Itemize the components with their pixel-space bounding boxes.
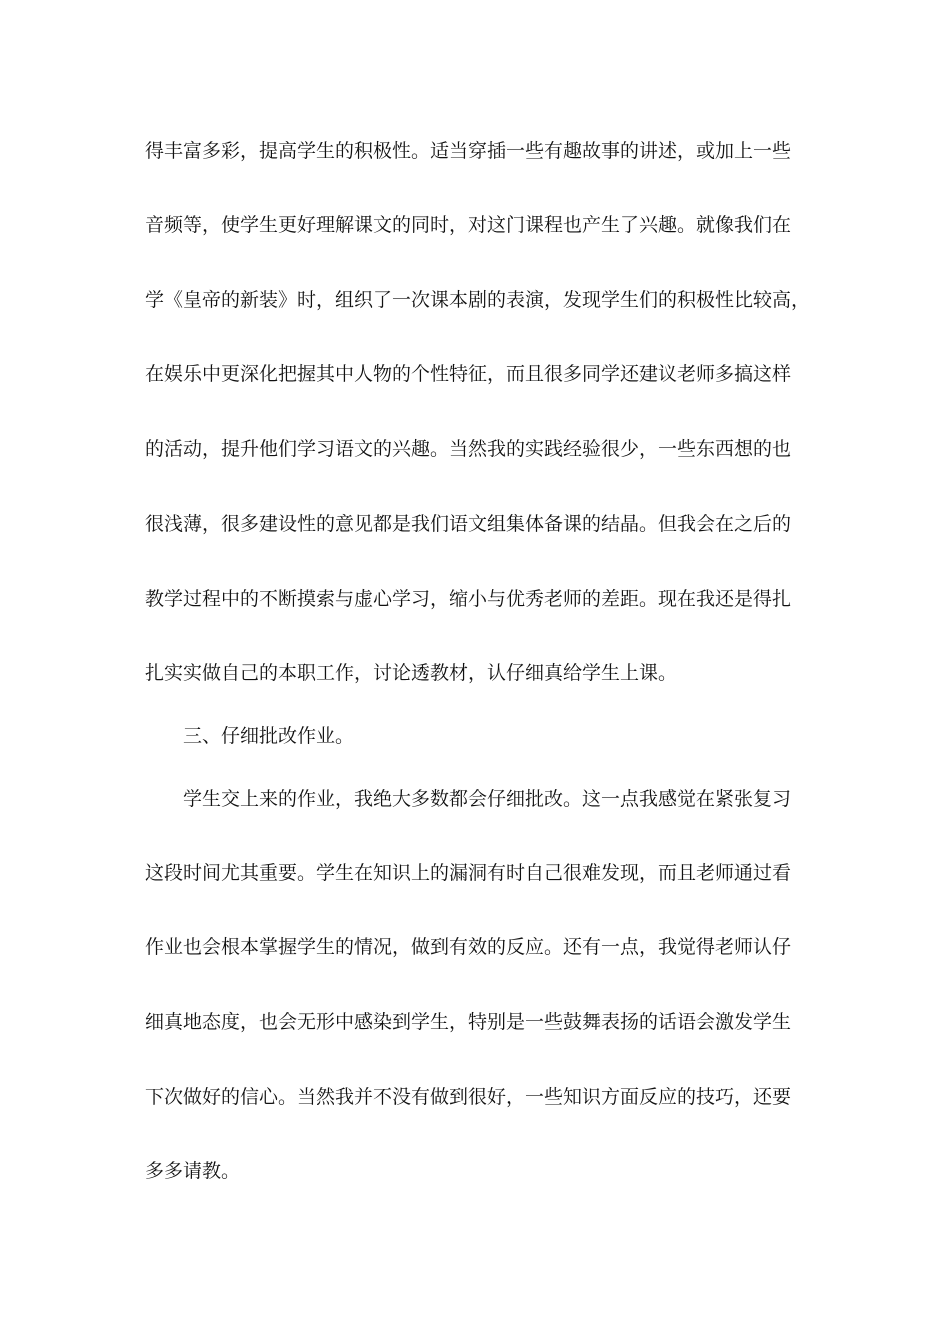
paragraph-line: 在娱乐中更深化把握其中人物的个性特征，而且很多同学还建议老师多搞这样: [145, 363, 792, 385]
paragraph-line: 学生交上来的作业，我绝大多数都会仔细批改。这一点我感觉在紧张复习: [183, 788, 792, 810]
paragraph-line: 这段时间尤其重要。学生在知识上的漏洞有时自己很难发现，而且老师通过看: [145, 862, 792, 884]
section-heading: 三、仔细批改作业。: [183, 725, 355, 747]
paragraph-line: 音频等，使学生更好理解课文的同时，对这门课程也产生了兴趣。就像我们在: [145, 214, 792, 236]
paragraph-line: 作业也会根本掌握学生的情况，做到有效的反应。还有一点，我觉得老师认仔: [145, 936, 792, 958]
paragraph-line: 细真地态度，也会无形中感染到学生，特别是一些鼓舞表扬的话语会激发学生: [145, 1011, 792, 1033]
paragraph-line: 扎实实做自己的本职工作，讨论透教材，认仔细真给学生上课。: [145, 662, 678, 684]
paragraph-line: 教学过程中的不断摸索与虚心学习，缩小与优秀老师的差距。现在我还是得扎: [145, 588, 792, 610]
paragraph-line: 得丰富多彩，提高学生的积极性。适当穿插一些有趣故事的讲述，或加上一些: [145, 140, 792, 162]
paragraph-line: 学《皇帝的新装》时，组织了一次课本剧的表演，发现学生们的积极性比较高，: [145, 289, 811, 311]
paragraph-line: 多多请教。: [145, 1160, 241, 1182]
paragraph-line: 的活动，提升他们学习语文的兴趣。当然我的实践经验很少，一些东西想的也: [145, 438, 792, 460]
paragraph-line: 很浅薄，很多建设性的意见都是我们语文组集体备课的结晶。但我会在之后的: [145, 513, 792, 535]
paragraph-line: 下次做好的信心。当然我并不没有做到很好，一些知识方面反应的技巧，还要: [145, 1086, 792, 1108]
